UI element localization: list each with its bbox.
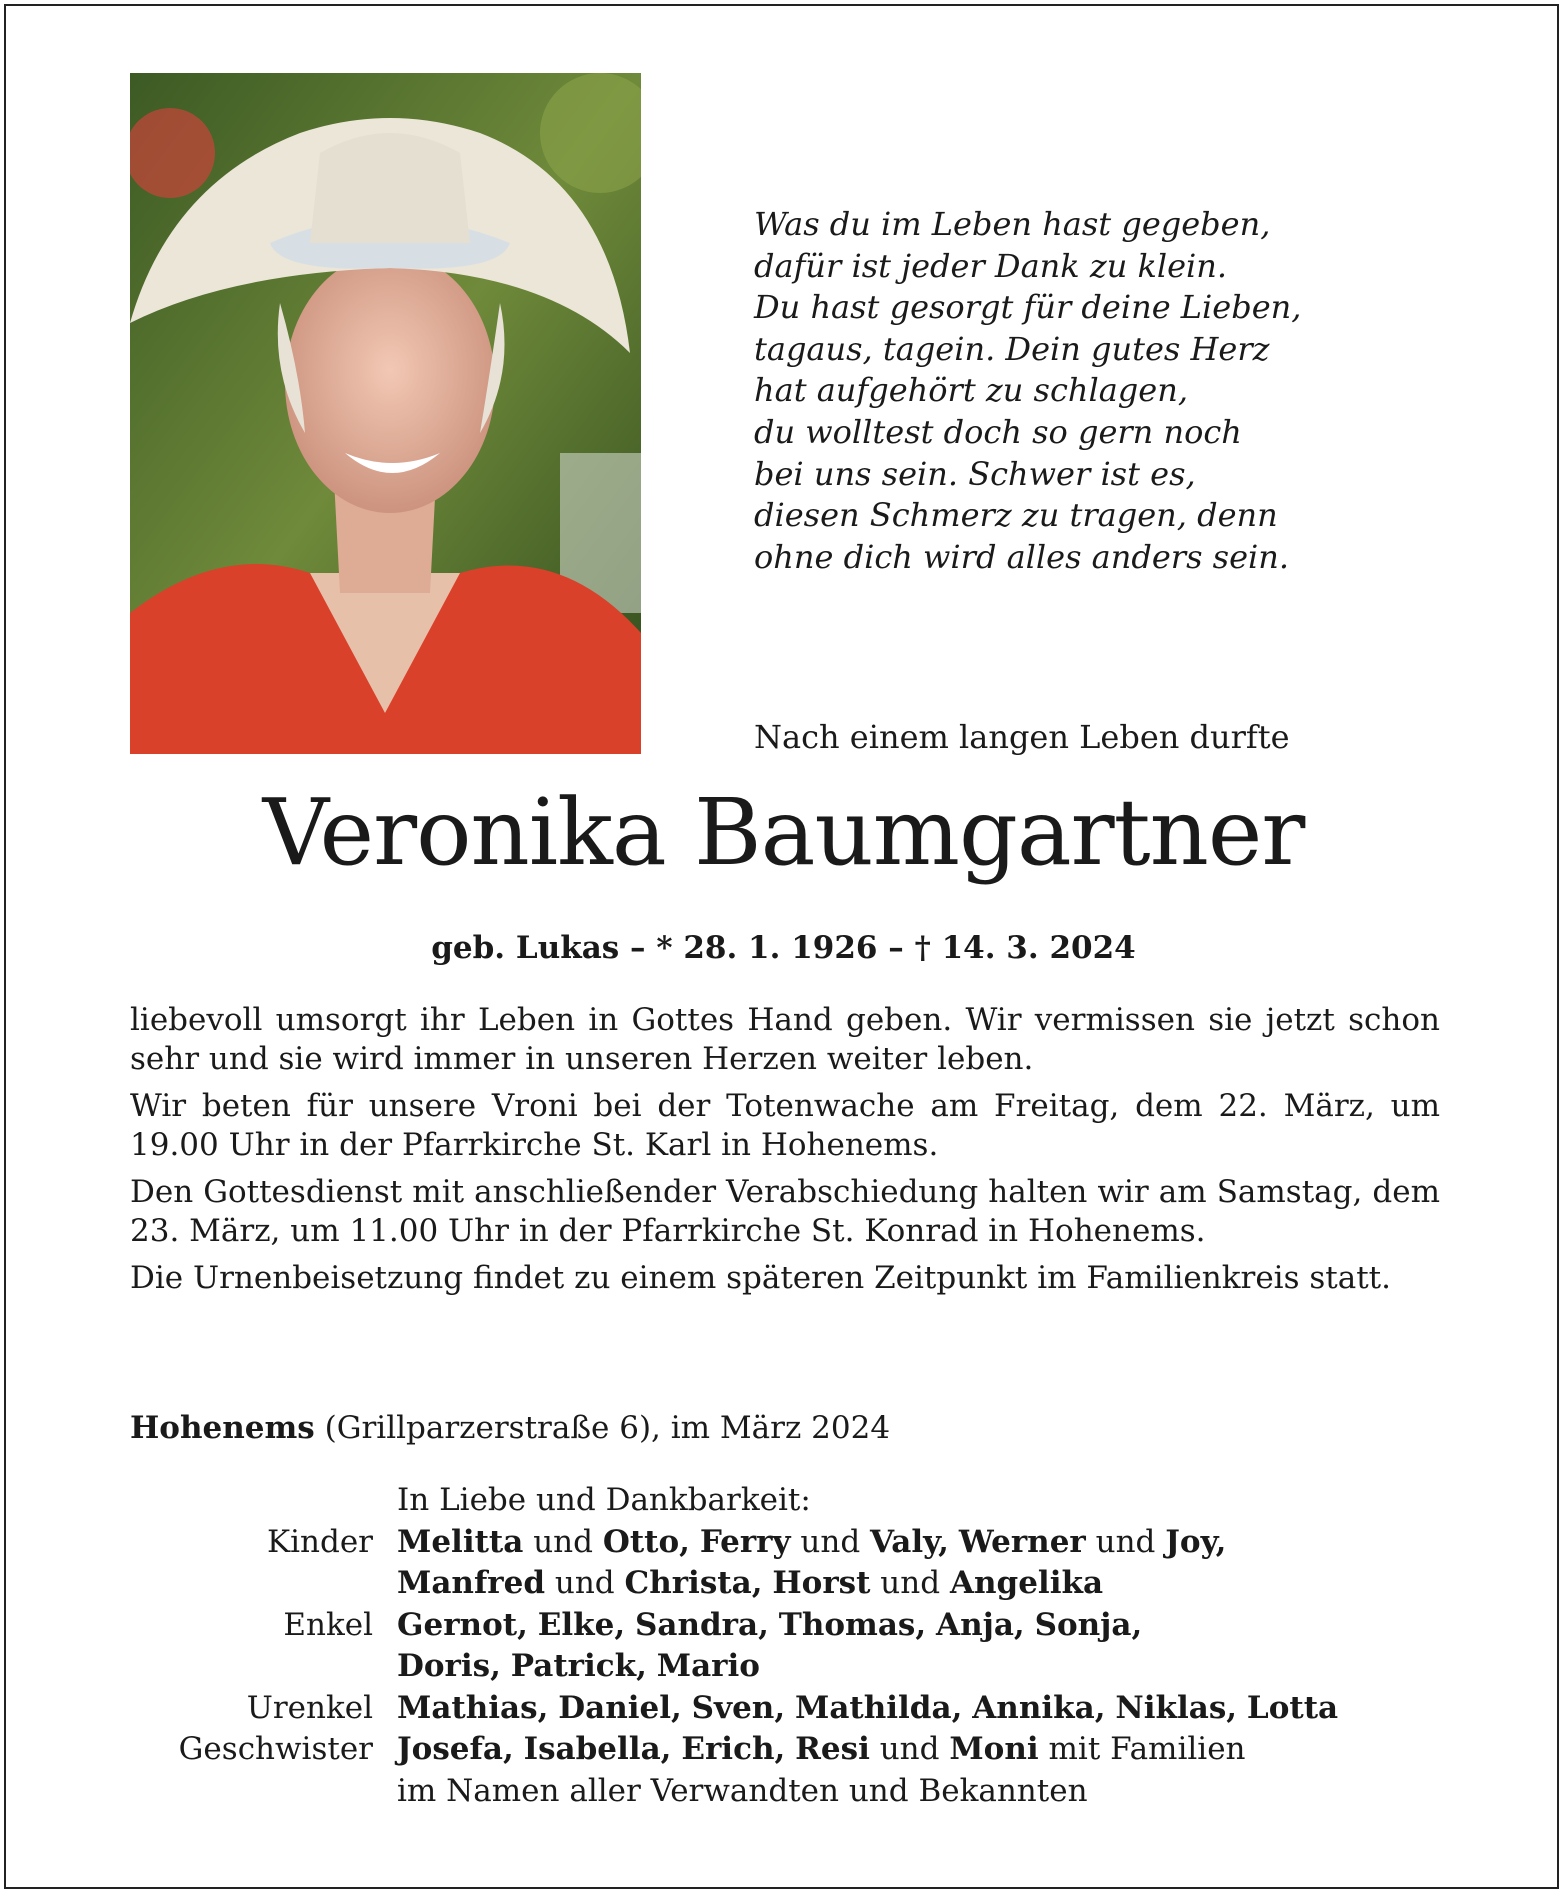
intro-line: Nach einem langen Leben durfte: [754, 718, 1290, 756]
closing-row: [130, 1771, 1440, 1813]
closing-line: im Namen aller Verwandten und Bekannten: [397, 1772, 1088, 1809]
mourners-list: [130, 1480, 1440, 1812]
paragraph: liebevoll umsorgt ihr Leben in Gottes Hand geben. Wir vermissen sie jetzt schon sehr und sie wird immer in unseren Herzen weiter leben.: [130, 1002, 1440, 1077]
announcement-text: [130, 1001, 1440, 1306]
poem-line: bei uns sein. Schwer ist es,: [754, 454, 1196, 493]
poem-line: Was du im Leben hast gegeben,: [754, 205, 1271, 243]
poem-line: dafür ist jeder Dank zu klein.: [754, 246, 1228, 285]
kinder-row-2: [130, 1563, 1440, 1605]
poem-line: du wolltest doch so gern noch: [754, 412, 1242, 451]
enkel-label: Enkel: [283, 1606, 373, 1643]
kinder-names: Melitta und Otto, Ferry und Valy, Werner und Joy,: [397, 1523, 1227, 1560]
poem-line: diesen Schmerz zu tragen, denn: [754, 496, 1278, 535]
paragraph: Den Gottesdienst mit anschließender Verabschiedung halten wir am Samstag, dem 23. März, um 11.00 Uhr in der Pfarrkirche St. Konrad in Hohenems.: [130, 1174, 1440, 1249]
mourners-heading: In Liebe und Dankbarkeit:: [397, 1482, 811, 1518]
paragraph: Die Urnenbeisetzung findet zu einem späteren Zeitpunkt im Familienkreis statt.: [130, 1260, 1391, 1296]
kinder-row: [130, 1522, 1440, 1564]
geschwister-row: [130, 1729, 1440, 1771]
deceased-name: Veronika Baumgartner: [262, 779, 1305, 886]
enkel-row-2: [130, 1646, 1440, 1688]
geschwister-label: Geschwister: [178, 1731, 373, 1767]
kinder-names-2: Manfred und Christa, Horst und Angelika: [397, 1565, 1104, 1601]
kinder-label: Kinder: [266, 1523, 373, 1560]
poem-line: Du hast gesorgt für deine Lieben,: [754, 288, 1302, 327]
enkel-names: Gernot, Elke, Sandra, Thomas, Anja, Sonja,: [397, 1606, 1143, 1643]
place-details: (Grillparzerstraße 6), im März 2024: [314, 1410, 891, 1446]
enkel-row: [130, 1605, 1440, 1647]
poem-line: tagaus, tagein. Dein gutes Herz: [754, 329, 1270, 368]
poem: [754, 204, 1454, 578]
mourners-heading-row: [130, 1480, 1440, 1522]
urenkel-names: Mathias, Daniel, Sven, Mathilda, Annika, Niklas, Lotta: [397, 1689, 1339, 1726]
place-date-line: [130, 1408, 1440, 1448]
birth-death-dates: geb. Lukas – * 28. 1. 1926 – † 14. 3. 2024: [431, 930, 1136, 966]
poem-line: hat aufgehört zu schlagen,: [754, 371, 1188, 410]
enkel-names-2: Doris, Patrick, Mario: [397, 1648, 760, 1684]
urenkel-row: [130, 1688, 1440, 1730]
place-city: Hohenems: [130, 1410, 315, 1446]
urenkel-label: Urenkel: [246, 1689, 373, 1726]
portrait-photo: [130, 73, 641, 754]
poem-line: ohne dich wird alles anders sein.: [754, 537, 1290, 576]
geschwister-names: Josefa, Isabella, Erich, Resi und Moni mit Familien: [397, 1731, 1246, 1767]
paragraph: Wir beten für unsere Vroni bei der Totenwache am Freitag, dem 22. März, um 19.00 Uhr in der Pfarrkirche St. Karl in Hohenems.: [130, 1088, 1440, 1163]
